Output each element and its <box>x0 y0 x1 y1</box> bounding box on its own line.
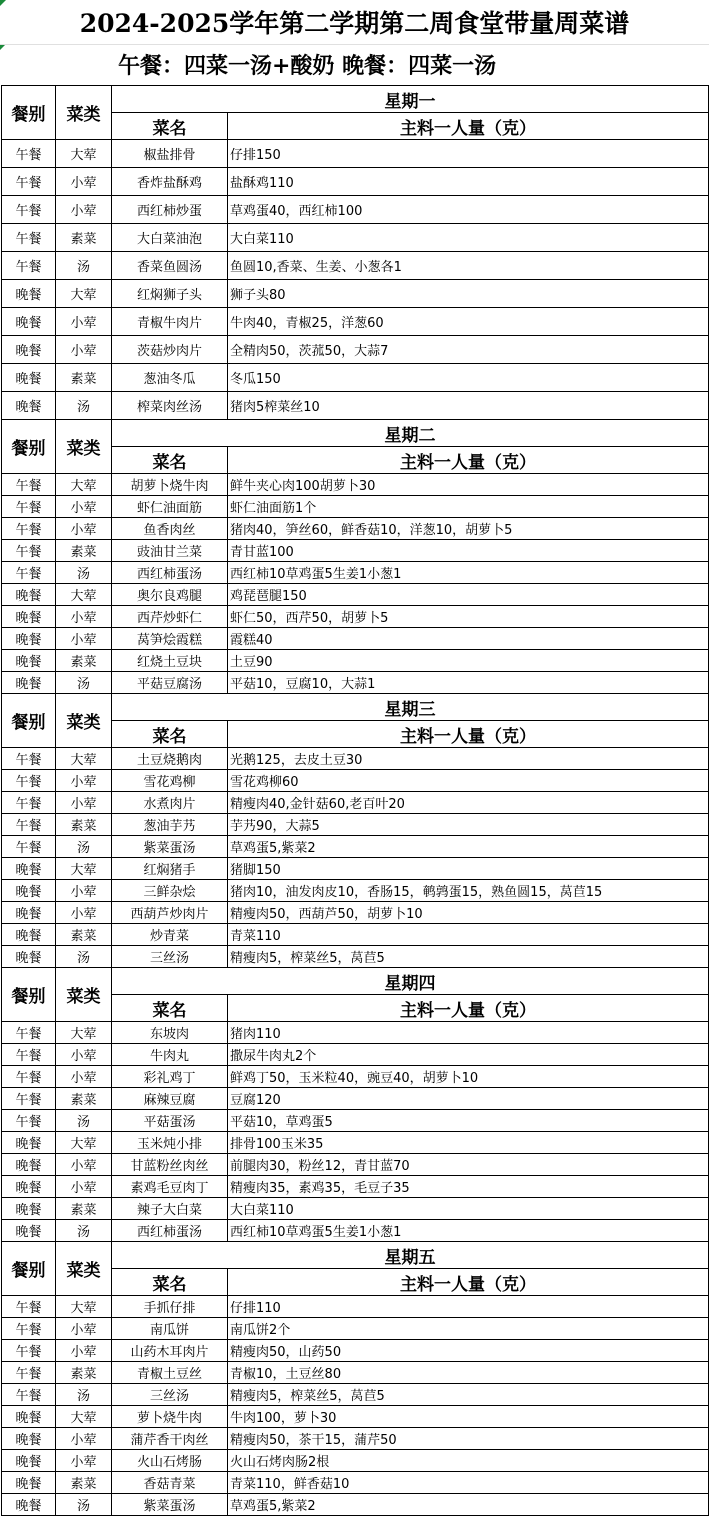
ingredients-column-header: 主料一人量（克） <box>228 1269 709 1296</box>
meal-cell: 晚餐 <box>2 364 56 392</box>
dish-cell: 葱油冬瓜 <box>112 364 228 392</box>
page-title: 2024-2025学年第二学期第二周食堂带量周菜谱 <box>0 0 709 45</box>
table-row <box>2 584 709 606</box>
table-row <box>2 672 709 694</box>
meal-cell: 午餐 <box>2 1022 56 1044</box>
category-cell: 汤 <box>56 562 112 584</box>
meal-cell: 午餐 <box>2 474 56 496</box>
category-cell: 汤 <box>56 1494 112 1516</box>
meal-cell: 晚餐 <box>2 1176 56 1198</box>
category-cell: 素菜 <box>56 650 112 672</box>
ingredients-cell: 鱼圆10,香菜、生姜、小葱各1 <box>228 252 709 280</box>
ingredients-cell: 精瘦肉40,金针菇60,老百叶20 <box>228 792 709 814</box>
ingredients-column-header: 主料一人量（克） <box>228 995 709 1022</box>
day-title: 星期二 <box>112 420 709 447</box>
table-row <box>2 196 709 224</box>
dish-cell: 麻辣豆腐 <box>112 1088 228 1110</box>
dish-cell: 平菇蛋汤 <box>112 1110 228 1132</box>
meal-cell: 午餐 <box>2 1088 56 1110</box>
dish-cell: 虾仁油面筋 <box>112 496 228 518</box>
table-row <box>2 280 709 308</box>
dish-column-header: 菜名 <box>112 447 228 474</box>
ingredients-cell: 虾仁50，西芹50，胡萝卜5 <box>228 606 709 628</box>
dish-cell: 大白菜油泡 <box>112 224 228 252</box>
table-row <box>2 902 709 924</box>
meal-cell: 午餐 <box>2 792 56 814</box>
table-row <box>2 392 709 420</box>
day-title: 星期三 <box>112 694 709 721</box>
meal-cell: 晚餐 <box>2 1154 56 1176</box>
ingredients-cell: 猪肉10，油发肉皮10，香肠15，鹌鹑蛋15，熟鱼圆15，莴苣15 <box>228 880 709 902</box>
category-cell: 小荤 <box>56 628 112 650</box>
table-row <box>2 1176 709 1198</box>
category-cell: 汤 <box>56 1384 112 1406</box>
dish-cell: 东坡肉 <box>112 1022 228 1044</box>
meal-column-header: 餐别 <box>2 968 56 1022</box>
table-row <box>2 836 709 858</box>
ingredients-cell: 猪肉40，笋丝60，鲜香菇10，洋葱10，胡萝卜5 <box>228 518 709 540</box>
meal-cell: 晚餐 <box>2 628 56 650</box>
dish-column-header: 菜名 <box>112 995 228 1022</box>
day-title: 星期五 <box>112 1242 709 1269</box>
category-cell: 素菜 <box>56 924 112 946</box>
category-cell: 大荤 <box>56 1296 112 1318</box>
ingredients-cell: 青菜110，鲜香菇10 <box>228 1472 709 1494</box>
category-column-header: 菜类 <box>56 1242 112 1296</box>
table-row <box>2 1340 709 1362</box>
category-cell: 大荤 <box>56 1132 112 1154</box>
ingredients-cell: 鸡琵琶腿150 <box>228 584 709 606</box>
ingredients-cell: 青菜110 <box>228 924 709 946</box>
day-title: 星期四 <box>112 968 709 995</box>
category-cell: 素菜 <box>56 364 112 392</box>
day-header-row <box>2 1242 709 1269</box>
ingredients-cell: 精瘦肉5，榨菜丝5，莴苣5 <box>228 946 709 968</box>
table-row <box>2 518 709 540</box>
ingredients-cell: 草鸡蛋40，西红柿100 <box>228 196 709 224</box>
ingredients-cell: 冬瓜150 <box>228 364 709 392</box>
table-row <box>2 792 709 814</box>
ingredients-cell: 牛肉100，萝卜30 <box>228 1406 709 1428</box>
table-row <box>2 1384 709 1406</box>
table-row <box>2 1428 709 1450</box>
table-row <box>2 1406 709 1428</box>
dish-cell: 胡萝卜烧牛肉 <box>112 474 228 496</box>
category-cell: 汤 <box>56 836 112 858</box>
dish-cell: 三丝汤 <box>112 1384 228 1406</box>
dish-cell: 炒青菜 <box>112 924 228 946</box>
dish-cell: 西红柿蛋汤 <box>112 562 228 584</box>
day-header-row <box>2 694 709 721</box>
dish-cell: 平菇豆腐汤 <box>112 672 228 694</box>
dish-cell: 火山石烤肠 <box>112 1450 228 1472</box>
meal-cell: 午餐 <box>2 1318 56 1340</box>
category-cell: 小荤 <box>56 1428 112 1450</box>
table-row <box>2 1132 709 1154</box>
day-title: 星期一 <box>112 86 709 113</box>
dish-cell: 香炸盐酥鸡 <box>112 168 228 196</box>
table-row <box>2 540 709 562</box>
ingredients-cell: 光鹅125，去皮土豆30 <box>228 748 709 770</box>
ingredients-cell: 大白菜110 <box>228 1198 709 1220</box>
dish-cell: 青椒土豆丝 <box>112 1362 228 1384</box>
meal-cell: 午餐 <box>2 140 56 168</box>
ingredients-cell: 火山石烤肉肠2根 <box>228 1450 709 1472</box>
meal-cell: 午餐 <box>2 1340 56 1362</box>
meal-cell: 午餐 <box>2 814 56 836</box>
category-column-header: 菜类 <box>56 694 112 748</box>
category-cell: 小荤 <box>56 902 112 924</box>
category-cell: 小荤 <box>56 1340 112 1362</box>
ingredients-cell: 西红柿10草鸡蛋5生姜1小葱1 <box>228 1220 709 1242</box>
table-row <box>2 1022 709 1044</box>
category-cell: 小荤 <box>56 1044 112 1066</box>
table-row <box>2 1198 709 1220</box>
dish-cell: 三鲜杂烩 <box>112 880 228 902</box>
meal-cell: 午餐 <box>2 770 56 792</box>
ingredients-cell: 平菇10，草鸡蛋5 <box>228 1110 709 1132</box>
meal-cell: 晚餐 <box>2 1198 56 1220</box>
table-row <box>2 1318 709 1340</box>
meal-cell: 午餐 <box>2 836 56 858</box>
table-row <box>2 168 709 196</box>
ingredients-cell: 青甘蓝100 <box>228 540 709 562</box>
ingredients-cell: 精瘦肉50，西葫芦50，胡萝卜10 <box>228 902 709 924</box>
ingredients-cell: 南瓜饼2个 <box>228 1318 709 1340</box>
category-cell: 素菜 <box>56 1198 112 1220</box>
ingredients-cell: 猪肉110 <box>228 1022 709 1044</box>
meal-cell: 午餐 <box>2 1296 56 1318</box>
ingredients-cell: 狮子头80 <box>228 280 709 308</box>
category-column-header: 菜类 <box>56 420 112 474</box>
day-header-row <box>2 968 709 995</box>
category-cell: 小荤 <box>56 1154 112 1176</box>
table-row <box>2 924 709 946</box>
table-row <box>2 1066 709 1088</box>
category-cell: 大荤 <box>56 474 112 496</box>
dish-cell: 蒲芹香干肉丝 <box>112 1428 228 1450</box>
meal-cell: 午餐 <box>2 562 56 584</box>
category-cell: 小荤 <box>56 1066 112 1088</box>
dish-cell: 西芹炒虾仁 <box>112 606 228 628</box>
table-row <box>2 946 709 968</box>
meal-cell: 晚餐 <box>2 584 56 606</box>
ingredients-cell: 鲜牛夹心肉100胡萝卜30 <box>228 474 709 496</box>
ingredients-cell: 精瘦肉35，素鸡35，毛豆子35 <box>228 1176 709 1198</box>
meal-cell: 晚餐 <box>2 672 56 694</box>
category-cell: 小荤 <box>56 168 112 196</box>
meal-cell: 晚餐 <box>2 1428 56 1450</box>
dish-cell: 土豆烧鹅肉 <box>112 748 228 770</box>
dish-cell: 彩礼鸡丁 <box>112 1066 228 1088</box>
table-row <box>2 252 709 280</box>
table-row <box>2 1494 709 1516</box>
dish-cell: 豉油甘兰菜 <box>112 540 228 562</box>
dish-cell: 椒盐排骨 <box>112 140 228 168</box>
ingredients-cell: 青椒10，土豆丝80 <box>228 1362 709 1384</box>
ingredients-cell: 鲜鸡丁50，玉米粒40，豌豆40，胡萝卜10 <box>228 1066 709 1088</box>
meal-cell: 晚餐 <box>2 880 56 902</box>
ingredients-cell: 芋艿90，大蒜5 <box>228 814 709 836</box>
table-row <box>2 628 709 650</box>
ingredients-cell: 草鸡蛋5,紫菜2 <box>228 836 709 858</box>
dish-cell: 香菇青菜 <box>112 1472 228 1494</box>
dish-column-header: 菜名 <box>112 721 228 748</box>
category-cell: 素菜 <box>56 1472 112 1494</box>
meal-cell: 晚餐 <box>2 946 56 968</box>
table-row <box>2 1088 709 1110</box>
meal-column-header: 餐别 <box>2 420 56 474</box>
dish-cell: 三丝汤 <box>112 946 228 968</box>
category-cell: 大荤 <box>56 1406 112 1428</box>
category-cell: 素菜 <box>56 224 112 252</box>
table-row <box>2 496 709 518</box>
meal-cell: 晚餐 <box>2 1132 56 1154</box>
ingredients-cell: 排骨100玉米35 <box>228 1132 709 1154</box>
meal-column-header: 餐别 <box>2 694 56 748</box>
ingredients-cell: 猪脚150 <box>228 858 709 880</box>
category-cell: 小荤 <box>56 770 112 792</box>
category-cell: 素菜 <box>56 1362 112 1384</box>
category-cell: 汤 <box>56 392 112 420</box>
table-row <box>2 336 709 364</box>
table-row <box>2 606 709 628</box>
ingredients-column-header: 主料一人量（克） <box>228 113 709 140</box>
category-cell: 小荤 <box>56 336 112 364</box>
category-cell: 小荤 <box>56 196 112 224</box>
category-cell: 小荤 <box>56 880 112 902</box>
meal-cell: 晚餐 <box>2 280 56 308</box>
ingredients-cell: 豆腐120 <box>228 1088 709 1110</box>
dish-cell: 水煮肉片 <box>112 792 228 814</box>
category-cell: 大荤 <box>56 858 112 880</box>
table-row <box>2 650 709 672</box>
category-cell: 大荤 <box>56 748 112 770</box>
meal-cell: 晚餐 <box>2 858 56 880</box>
ingredients-cell: 前腿肉30，粉丝12，青甘蓝70 <box>228 1154 709 1176</box>
dish-cell: 葱油芋艿 <box>112 814 228 836</box>
meal-cell: 午餐 <box>2 518 56 540</box>
table-row <box>2 364 709 392</box>
meal-column-header: 餐别 <box>2 1242 56 1296</box>
dish-column-header: 菜名 <box>112 1269 228 1296</box>
category-cell: 小荤 <box>56 518 112 540</box>
dish-cell: 雪花鸡柳 <box>112 770 228 792</box>
meal-cell: 午餐 <box>2 1066 56 1088</box>
meal-cell: 午餐 <box>2 540 56 562</box>
dish-cell: 素鸡毛豆肉丁 <box>112 1176 228 1198</box>
menu-table <box>1 85 709 1516</box>
dish-cell: 西红柿炒蛋 <box>112 196 228 224</box>
category-cell: 大荤 <box>56 280 112 308</box>
category-cell: 汤 <box>56 1110 112 1132</box>
ingredients-cell: 平菇10，豆腐10，大蒜1 <box>228 672 709 694</box>
ingredients-cell: 大白菜110 <box>228 224 709 252</box>
table-row <box>2 770 709 792</box>
ingredients-cell: 虾仁油面筋1个 <box>228 496 709 518</box>
meal-cell: 午餐 <box>2 1110 56 1132</box>
dish-cell: 萝卜烧牛肉 <box>112 1406 228 1428</box>
meal-cell: 晚餐 <box>2 650 56 672</box>
table-row <box>2 1450 709 1472</box>
meal-cell: 午餐 <box>2 748 56 770</box>
category-cell: 小荤 <box>56 496 112 518</box>
meal-cell: 晚餐 <box>2 924 56 946</box>
dish-column-header: 菜名 <box>112 113 228 140</box>
dish-cell: 手抓仔排 <box>112 1296 228 1318</box>
meal-cell: 午餐 <box>2 168 56 196</box>
table-row <box>2 1296 709 1318</box>
dish-cell: 山药木耳肉片 <box>112 1340 228 1362</box>
table-row <box>2 1220 709 1242</box>
table-row <box>2 140 709 168</box>
ingredients-column-header: 主料一人量（克） <box>228 721 709 748</box>
table-row <box>2 1472 709 1494</box>
table-row <box>2 1154 709 1176</box>
dish-cell: 南瓜饼 <box>112 1318 228 1340</box>
category-cell: 汤 <box>56 1220 112 1242</box>
dish-cell: 紫菜蛋汤 <box>112 836 228 858</box>
category-cell: 汤 <box>56 252 112 280</box>
category-cell: 素菜 <box>56 1088 112 1110</box>
meal-cell: 午餐 <box>2 1044 56 1066</box>
meal-cell: 晚餐 <box>2 308 56 336</box>
day-header-row <box>2 86 709 113</box>
category-cell: 素菜 <box>56 814 112 836</box>
dish-cell: 紫菜蛋汤 <box>112 1494 228 1516</box>
day-header-row <box>2 420 709 447</box>
ingredients-column-header: 主料一人量（克） <box>228 447 709 474</box>
dish-cell: 红烧土豆块 <box>112 650 228 672</box>
meal-cell: 午餐 <box>2 224 56 252</box>
dish-cell: 茨菇炒肉片 <box>112 336 228 364</box>
dish-cell: 香菜鱼圆汤 <box>112 252 228 280</box>
meal-cell: 晚餐 <box>2 1450 56 1472</box>
table-row <box>2 1362 709 1384</box>
dish-cell: 奥尔良鸡腿 <box>112 584 228 606</box>
category-cell: 小荤 <box>56 1450 112 1472</box>
ingredients-cell: 撒尿牛肉丸2个 <box>228 1044 709 1066</box>
meal-cell: 晚餐 <box>2 1494 56 1516</box>
table-row <box>2 880 709 902</box>
ingredients-cell: 牛肉40，青椒25，洋葱60 <box>228 308 709 336</box>
dish-cell: 牛肉丸 <box>112 1044 228 1066</box>
dish-cell: 玉米炖小排 <box>112 1132 228 1154</box>
category-cell: 素菜 <box>56 540 112 562</box>
ingredients-cell: 草鸡蛋5,紫菜2 <box>228 1494 709 1516</box>
dish-cell: 鱼香肉丝 <box>112 518 228 540</box>
meal-cell: 晚餐 <box>2 606 56 628</box>
category-cell: 小荤 <box>56 308 112 336</box>
meal-cell: 午餐 <box>2 496 56 518</box>
page-subtitle: 午餐：四菜一汤+酸奶 晚餐：四菜一汤 <box>118 53 497 79</box>
ingredients-cell: 精瘦肉50，茶干15，蒲芹50 <box>228 1428 709 1450</box>
table-row <box>2 562 709 584</box>
category-cell: 汤 <box>56 672 112 694</box>
meal-cell: 午餐 <box>2 196 56 224</box>
dish-cell: 甘蓝粉丝肉丝 <box>112 1154 228 1176</box>
meal-cell: 午餐 <box>2 252 56 280</box>
category-cell: 小荤 <box>56 792 112 814</box>
meal-column-header: 餐别 <box>2 86 56 140</box>
meal-cell: 晚餐 <box>2 1220 56 1242</box>
meal-cell: 午餐 <box>2 1384 56 1406</box>
dish-cell: 莴笋烩霞糕 <box>112 628 228 650</box>
dish-cell: 西红柿蛋汤 <box>112 1220 228 1242</box>
table-row <box>2 858 709 880</box>
table-row <box>2 474 709 496</box>
dish-cell: 红焖猪手 <box>112 858 228 880</box>
table-row <box>2 1110 709 1132</box>
meal-cell: 午餐 <box>2 1362 56 1384</box>
ingredients-cell: 雪花鸡柳60 <box>228 770 709 792</box>
category-cell: 小荤 <box>56 1318 112 1340</box>
ingredients-cell: 精瘦肉5，榨菜丝5，莴苣5 <box>228 1384 709 1406</box>
dish-cell: 红焖狮子头 <box>112 280 228 308</box>
ingredients-cell: 霞糕40 <box>228 628 709 650</box>
table-row <box>2 224 709 252</box>
category-cell: 大荤 <box>56 1022 112 1044</box>
category-cell: 大荤 <box>56 584 112 606</box>
category-cell: 小荤 <box>56 606 112 628</box>
table-row <box>2 814 709 836</box>
meal-cell: 晚餐 <box>2 392 56 420</box>
dish-cell: 榨菜肉丝汤 <box>112 392 228 420</box>
ingredients-cell: 盐酥鸡110 <box>228 168 709 196</box>
ingredients-cell: 西红柿10草鸡蛋5生姜1小葱1 <box>228 562 709 584</box>
ingredients-cell: 猪肉5榨菜丝10 <box>228 392 709 420</box>
meal-cell: 晚餐 <box>2 1472 56 1494</box>
dish-cell: 辣子大白菜 <box>112 1198 228 1220</box>
ingredients-cell: 精瘦肉50，山药50 <box>228 1340 709 1362</box>
table-row <box>2 748 709 770</box>
category-cell: 汤 <box>56 946 112 968</box>
category-column-header: 菜类 <box>56 86 112 140</box>
meal-cell: 晚餐 <box>2 1406 56 1428</box>
ingredients-cell: 仔排110 <box>228 1296 709 1318</box>
dish-cell: 青椒牛肉片 <box>112 308 228 336</box>
ingredients-cell: 土豆90 <box>228 650 709 672</box>
dish-cell: 西葫芦炒肉片 <box>112 902 228 924</box>
table-row <box>2 1044 709 1066</box>
ingredients-cell: 仔排150 <box>228 140 709 168</box>
ingredients-cell: 全精肉50，茨菰50，大蒜7 <box>228 336 709 364</box>
meal-cell: 晚餐 <box>2 336 56 364</box>
table-row <box>2 308 709 336</box>
category-cell: 小荤 <box>56 1176 112 1198</box>
category-column-header: 菜类 <box>56 968 112 1022</box>
meal-cell: 晚餐 <box>2 902 56 924</box>
category-cell: 大荤 <box>56 140 112 168</box>
